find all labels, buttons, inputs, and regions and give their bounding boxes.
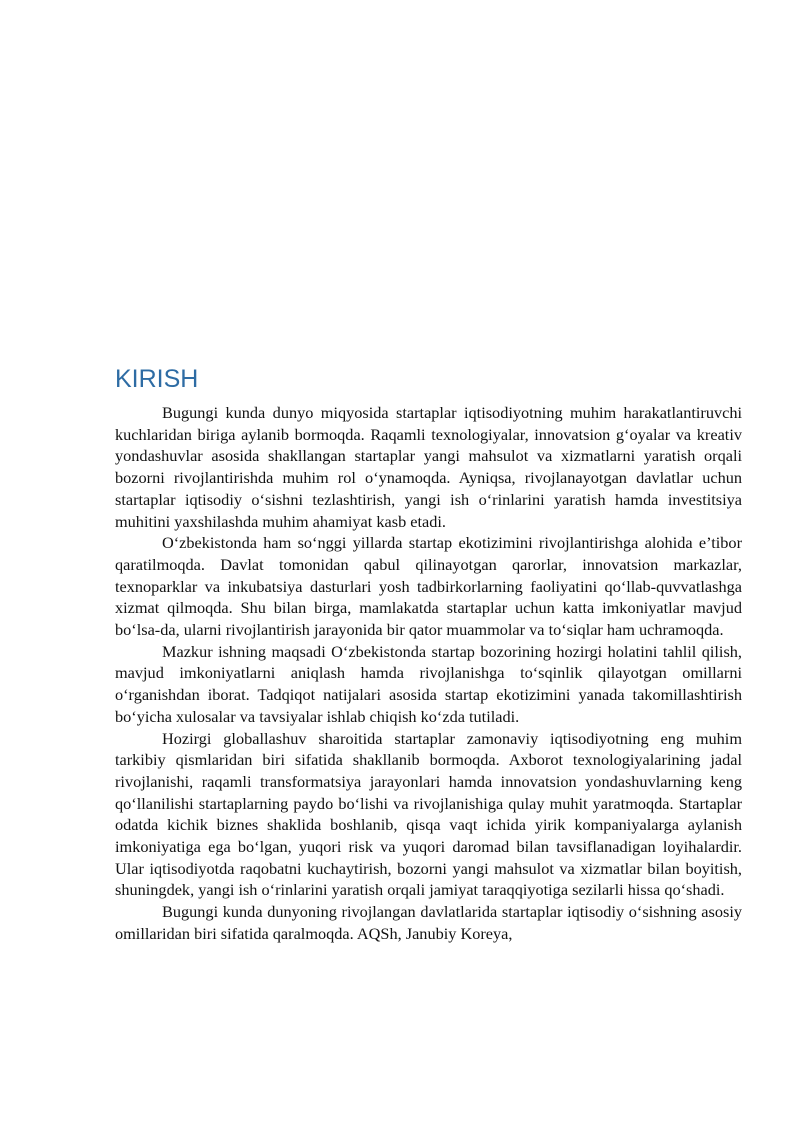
section-heading: KIRISH bbox=[115, 365, 199, 393]
document-body bbox=[115, 402, 742, 945]
paragraph: Mazkur ishning maqsadi O‘zbekistonda startap bozorining hozirgi holatini tahlil qilish, mavjud imkoniyatlarni aniqlash hamda rivojlanishga to‘sqinlik qilayotgan omillarni o‘rganishdan iborat. Tadqiqot natijalari asosida startap ekotizimini yanada takomillashtirish bo‘yicha xulosalar va tavsiyalar ishlab chiqish ko‘zda tutiladi. bbox=[115, 641, 742, 726]
paragraph: O‘zbekistonda ham so‘nggi yillarda startap ekotizimini rivojlantirishga alohida e’tibor qaratilmoqda. Davlat tomonidan qabul qilinayotgan qarorlar, innovatsion markazlar, texnoparklar va inkubatsiya dasturlari yosh tadbirkorlarning faoliyatini qo‘llab-quvvatlashga xizmat qilmoqda. Shu bilan birga, mamlakatda startaplar uchun katta imkoniyatlar mavjud bo‘lsa-da, ularni rivojlantirish jarayonida bir qator muammolar va to‘siqlar ham uchramoqda. bbox=[115, 533, 742, 640]
paragraph: Bugungi kunda dunyoning rivojlangan davlatlarida startaplar iqtisodiy o‘sishning asosiy omillaridan biri sifatida qaralmoqda. AQSh, Janubiy Koreya, bbox=[115, 902, 742, 943]
paragraph: Hozirgi globallashuv sharoitida startaplar zamonaviy iqtisodiyotning eng muhim tarkibiy qismlaridan biri sifatida shakllanib bormoqda. Axborot texnologiyalarining jadal rivojlanishi, raqamli transformatsiya jarayonlari hamda innovatsion yondashuvlarning keng qo‘llanilishi startaplarning paydo bo‘lishi va rivojlanishiga qulay muhit yaratmoqda. Startaplar odatda kichik biznes shaklida boshlanib, qisqa vaqt ichida yirik kompaniyalarga aylanish imkoniyatiga ega bo‘lgan, yuqori risk va yuqori daromad bilan tavsiflanadigan loyihalardir. Ular iqtisodiyotda raqobatni kuchaytirish, bozorni yangi mahsulot va xizmatlar bilan boyitish, shuningdek, yangi ish o‘rinlarini yaratish orqali jamiyat taraqqiyotiga sezilarli hissa qo‘shadi. bbox=[115, 728, 742, 900]
paragraph: Bugungi kunda dunyo miqyosida startaplar iqtisodiyotning muhim harakatlantiruvchi kuchlaridan biriga aylanib bormoqda. Raqamli texnologiyalar, innovatsion g‘oyalar va kreativ yondashuvlar asosida shakllangan startaplar yangi mahsulot va xizmatlarni yaratish orqali bozorni rivojlantirishda muhim rol o‘ynamoqda. Ayniqsa, rivojlanayotgan davlatlar uchun startaplar iqtisodiy o‘sishni tezlashtirish, yangi ish o‘rinlarini yaratish hamda investitsiya muhitini yaxshilashda muhim ahamiyat kasb etadi. bbox=[115, 403, 742, 531]
